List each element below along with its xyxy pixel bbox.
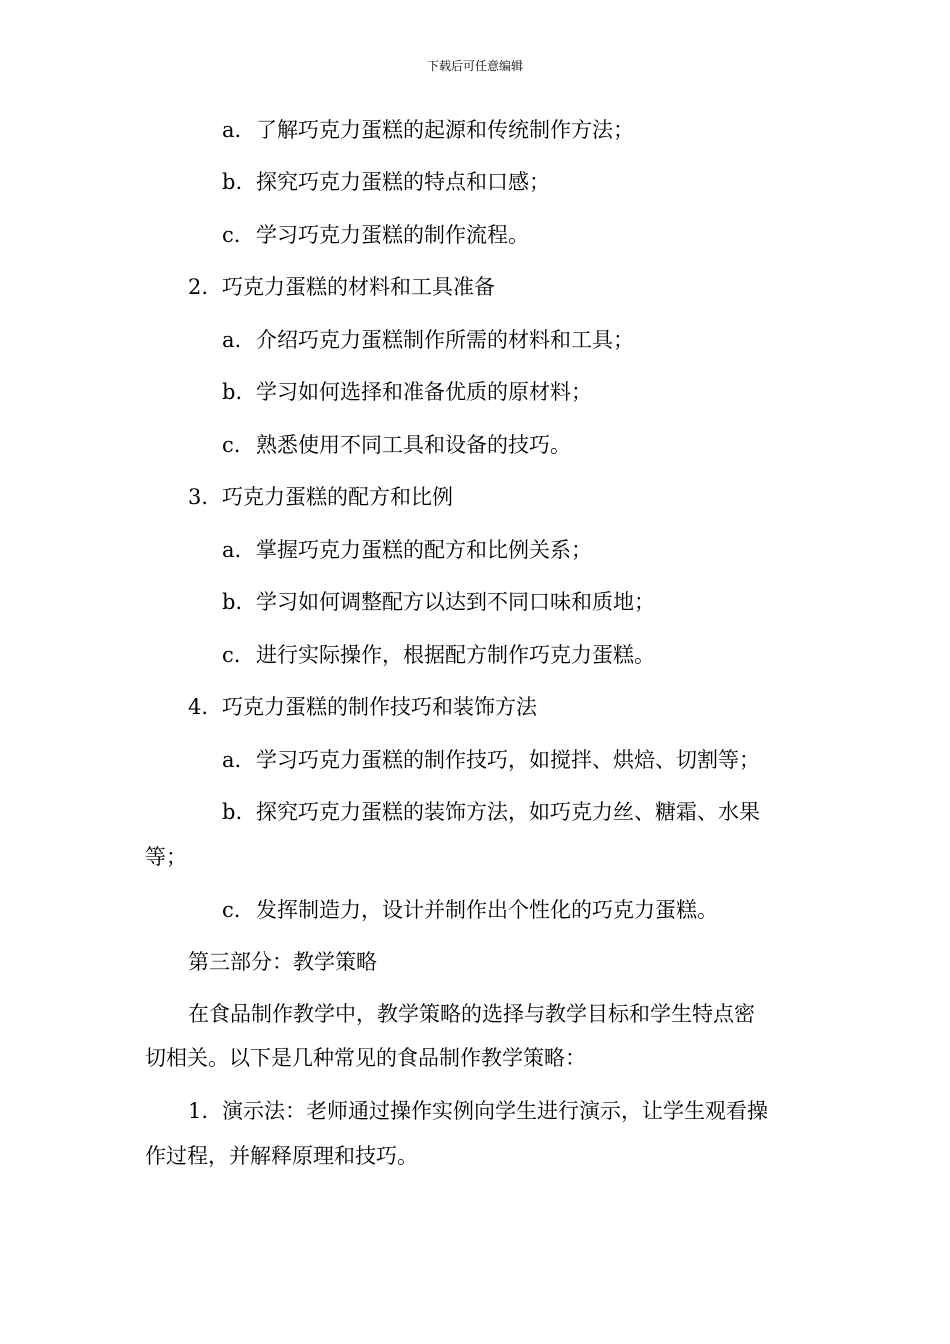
list-marker: a. xyxy=(222,538,242,562)
paragraph-line: 在食品制作教学中，教学策略的选择与教学目标和学生特点密 xyxy=(188,1002,755,1026)
section-heading xyxy=(188,693,537,721)
list-marker: b. xyxy=(222,380,243,404)
section-heading-text: 巧克力蛋糕的材料和工具准备 xyxy=(222,275,495,299)
list-item xyxy=(222,588,655,616)
section-number: 3. xyxy=(188,485,209,509)
list-item-text: 了解巧克力蛋糕的起源和传统制作方法； xyxy=(256,118,634,142)
paragraph-line: 作过程，并解释原理和技巧。 xyxy=(145,1144,418,1168)
list-item xyxy=(222,536,592,564)
section-heading-text: 巧克力蛋糕的制作技巧和装饰方法 xyxy=(222,695,537,719)
list-item xyxy=(222,746,760,774)
list-item-text: 掌握巧克力蛋糕的配方和比例关系； xyxy=(256,538,592,562)
list-marker: a. xyxy=(222,328,242,352)
list-item xyxy=(222,896,718,924)
list-item xyxy=(222,221,529,249)
list-marker: c. xyxy=(222,223,241,247)
list-item xyxy=(222,378,592,406)
page-header: 下载后可任意编辑 xyxy=(426,59,523,73)
paragraph-line: 切相关。以下是几种常见的食品制作教学策略： xyxy=(145,1046,586,1070)
section-heading xyxy=(188,273,495,301)
section-heading-text: 巧克力蛋糕的配方和比例 xyxy=(222,485,453,509)
list-item-continuation: 等； xyxy=(145,845,187,869)
list-item xyxy=(222,431,571,459)
section-number: 2. xyxy=(188,275,209,299)
list-marker: c. xyxy=(222,433,241,457)
list-item xyxy=(222,116,634,144)
list-marker: a. xyxy=(222,118,242,142)
list-item xyxy=(222,798,760,826)
section-number: 4. xyxy=(188,695,209,719)
list-marker: c. xyxy=(222,898,241,922)
list-marker: b. xyxy=(222,170,243,194)
list-marker: b. xyxy=(222,800,243,824)
list-item-text: 介绍巧克力蛋糕制作所需的材料和工具； xyxy=(256,328,634,352)
section-heading xyxy=(188,483,453,511)
list-item-text: 学习如何选择和准备优质的原材料； xyxy=(256,380,592,404)
paragraph-text: 演示法：老师通过操作实例向学生进行演示，让学生观看操 xyxy=(222,1099,768,1123)
list-marker: c. xyxy=(222,643,241,667)
list-item-text: 熟悉使用不同工具和设备的技巧。 xyxy=(256,433,571,457)
part-heading: 第三部分：教学策略 xyxy=(188,950,377,974)
list-item xyxy=(222,641,655,669)
list-item-text: 发挥制造力，设计并制作出个性化的巧克力蛋糕。 xyxy=(256,898,718,922)
list-item-text: 学习巧克力蛋糕的制作技巧，如搅拌、烘焙、切割等； xyxy=(256,748,760,772)
list-item-text: 探究巧克力蛋糕的装饰方法，如巧克力丝、糖霜、水果 xyxy=(256,800,760,824)
list-item-text: 学习如何调整配方以达到不同口味和质地； xyxy=(256,590,655,614)
list-marker: a. xyxy=(222,748,242,772)
list-item-text: 进行实际操作，根据配方制作巧克力蛋糕。 xyxy=(256,643,655,667)
list-item xyxy=(222,168,550,196)
list-item xyxy=(222,326,634,354)
paragraph-number: 1. xyxy=(188,1099,209,1123)
list-marker: b. xyxy=(222,590,243,614)
numbered-paragraph xyxy=(188,1097,768,1125)
list-item-text: 学习巧克力蛋糕的制作流程。 xyxy=(256,223,529,247)
list-item-text: 探究巧克力蛋糕的特点和口感； xyxy=(256,170,550,194)
